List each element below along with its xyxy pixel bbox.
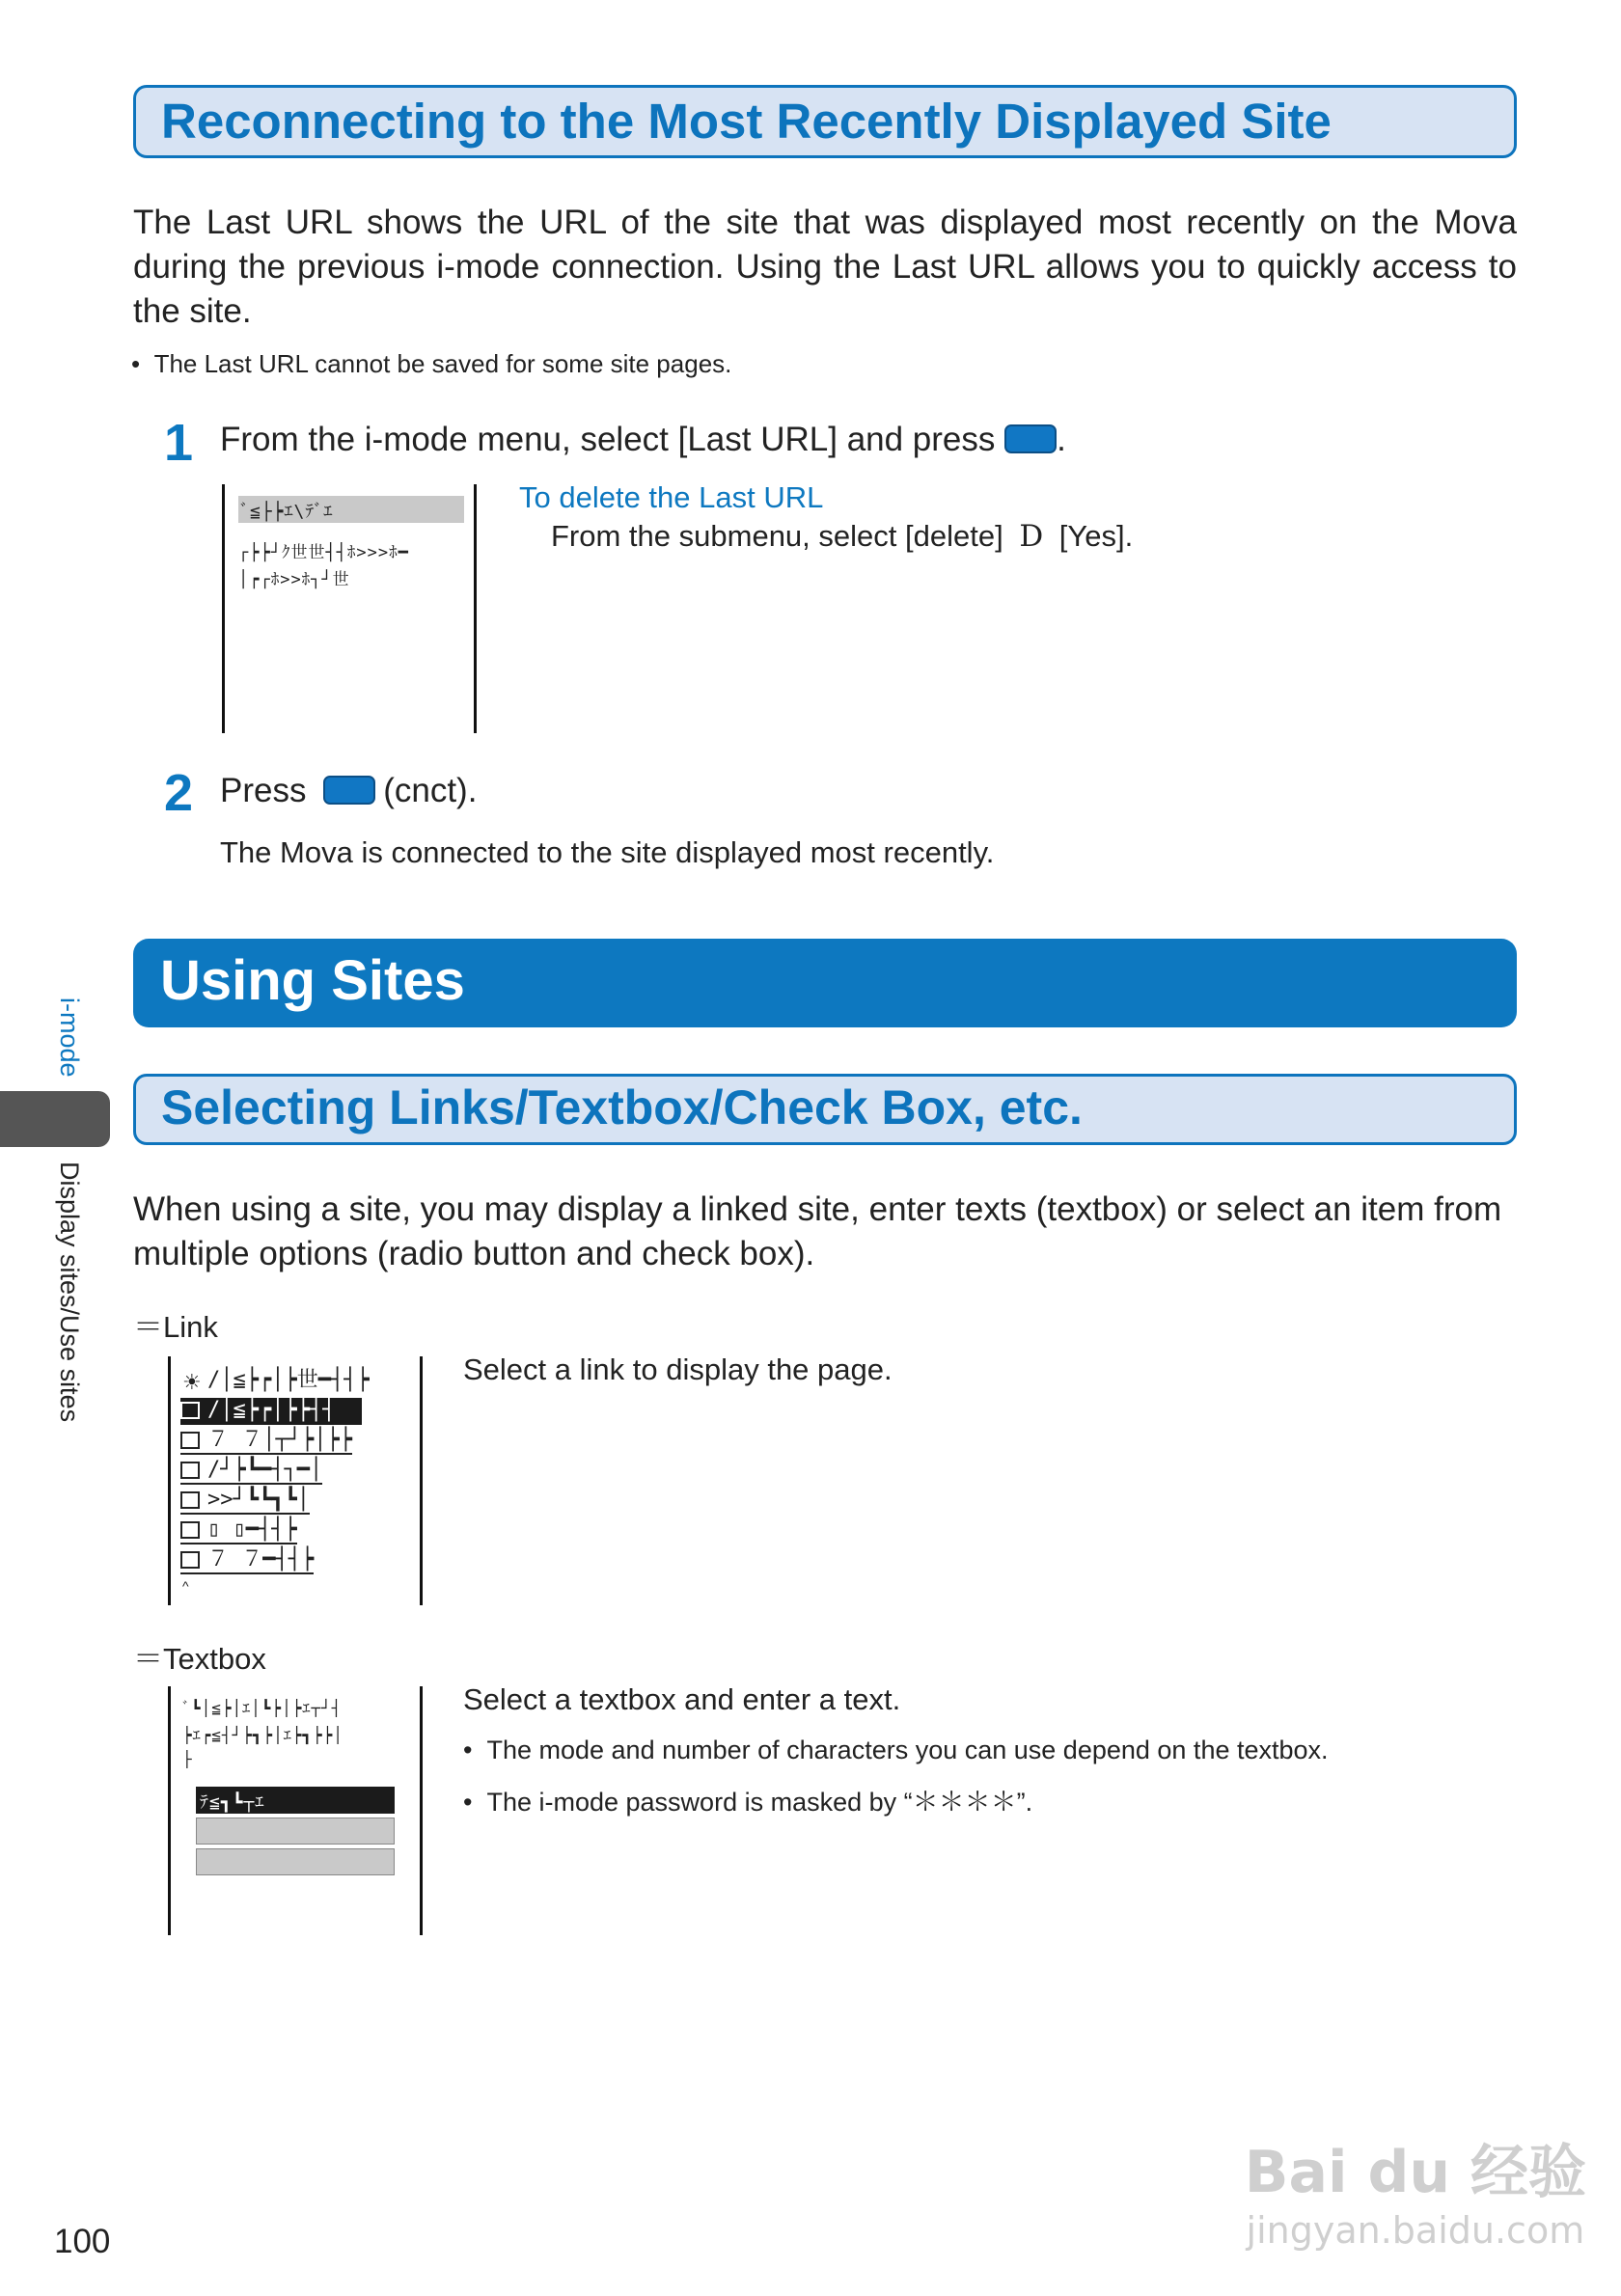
step-2-text-end: (cnct).: [383, 772, 478, 809]
bullet-dot: •: [463, 1788, 487, 1817]
text-input-field[interactable]: [196, 1818, 395, 1845]
textbox-label: ＝Textbox: [133, 1642, 266, 1676]
link-screen: [168, 1356, 423, 1605]
note-text: The Last URL cannot be saved for some site pages.: [153, 349, 732, 378]
link-label: ＝Link: [133, 1310, 218, 1344]
banner-title: Using Sites: [160, 949, 465, 1012]
textbox-bullet: [463, 1736, 1505, 1765]
textbox-description: Select a textbox and enter a text.: [463, 1682, 901, 1716]
step-1-text-end: .: [1057, 421, 1066, 458]
delete-tip-part1: From the submenu, select [delete]: [551, 519, 1003, 553]
link-icon: [180, 1551, 200, 1569]
link-row[interactable]: >>┘┗┗┓┗│: [180, 1488, 310, 1515]
sidebar-chapter-label: Display sites/Use sites: [55, 1162, 84, 1423]
bullet-dot: •: [463, 1736, 487, 1764]
link-icon: [180, 1402, 200, 1419]
textbox-screen: [168, 1686, 423, 1935]
note-item: [131, 349, 1482, 379]
scroll-indicator: ^: [182, 1578, 189, 1594]
sun-icon: ☀: [182, 1370, 202, 1394]
screen-text-line: ﾞ┗│≦┝│ｴ│┗┝│┝ｴ┬┘┤: [182, 1699, 343, 1717]
textbox-field-label: ﾃ≦┓┗┬ｴ: [200, 1792, 265, 1813]
bullet-text: The i-mode password is masked by “＊＊＊＊”.: [486, 1788, 1033, 1817]
step-1-instruction: [220, 421, 1066, 459]
watermark-url: jingyan.baidu.com: [1246, 2209, 1585, 2252]
bullet-dot: •: [131, 349, 154, 378]
section-heading-reconnecting: [133, 85, 1517, 158]
enter-key-icon: [1004, 424, 1057, 453]
link-row[interactable]: ７ ７━┤┤┝: [180, 1547, 314, 1574]
link-icon: [180, 1432, 200, 1449]
step-2-text: Press: [220, 772, 307, 809]
delete-tip-title: To delete the Last URL: [519, 480, 824, 514]
link-row[interactable]: /┘┝┗━┤┐━│: [180, 1458, 322, 1485]
sidebar-tab-marker: [0, 1091, 110, 1147]
step-1-text: From the i-mode menu, select [Last URL] and press: [220, 421, 996, 458]
screen-text-line: ├: [182, 1750, 193, 1768]
bullet-text: The mode and number of characters you can use depend on the textbox.: [486, 1736, 1329, 1764]
section-title: Selecting Links/Textbox/Check Box, etc.: [161, 1080, 1083, 1134]
link-row[interactable]: ▯ ▯━┤┤┝: [180, 1517, 297, 1544]
section-heading-selecting-links: [133, 1074, 1517, 1145]
watermark-logo: Bai du 经验: [1244, 2139, 1586, 2206]
using-sites-banner: [133, 939, 1517, 1027]
link-row[interactable]: ７ ７│┬┘┝│┝┝: [180, 1428, 352, 1455]
link-icon: [180, 1462, 200, 1479]
section-intro: When using a site, you may display a linked site, enter texts (textbox) or select an item from multiple options (radio button and check box).: [133, 1190, 1502, 1272]
step-2-instruction: [220, 772, 477, 810]
screen-url-line: │┍┌ﾎ>>ﾎ┐┘世: [238, 570, 350, 589]
textbox-bullet: [463, 1781, 1505, 1818]
delete-tip-part2: [Yes].: [1058, 519, 1134, 553]
link-row-selected[interactable]: /│≦┝┍│┝┝┤┤: [180, 1398, 335, 1423]
submenu-key-glyph: D: [1019, 519, 1044, 554]
screen-text-line: ┝ｴ┍≦┤┘┝┓┝│ｴ┝┓┝┝│: [182, 1726, 343, 1744]
screen-title: ﾞ≦├┝ｴ\ﾃﾞｴ: [240, 502, 334, 522]
step-1-number: 1: [164, 414, 194, 472]
step-2-number: 2: [164, 764, 194, 822]
connect-key-icon: [323, 776, 375, 805]
baidu-watermark: [1245, 2126, 1586, 2252]
text-input-field[interactable]: [196, 1848, 395, 1875]
screen-url-line: ┌┝┝┘ｸ世世┤┤ﾎ>>>ﾎ━: [238, 543, 409, 562]
link-row[interactable]: /│≦┝┍│┝世━┤┤┝: [207, 1368, 370, 1392]
section-intro: The Last URL shows the URL of the site that was displayed most recently on the Mova during the previous i-mode connection. Using the Last URL allows you to quickly access to the site.: [133, 204, 1517, 330]
delete-tip-text: [551, 519, 1133, 554]
section-title: Reconnecting to the Most Recently Displayed Site: [161, 94, 1332, 149]
link-icon: [180, 1521, 200, 1539]
step-2-result: The Mova is connected to the site displayed most recently.: [220, 835, 995, 869]
link-description: Select a link to display the page.: [463, 1353, 893, 1386]
last-url-screen: [222, 484, 477, 733]
page-number: 100: [54, 2223, 111, 2260]
link-icon: [180, 1491, 200, 1509]
sidebar-section-label: i-mode: [55, 998, 84, 1078]
